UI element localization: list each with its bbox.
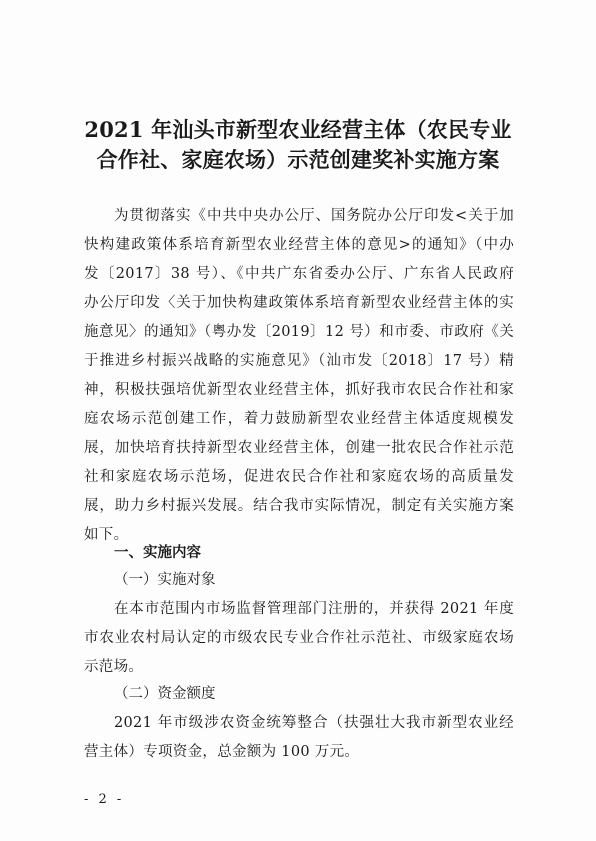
intro-line: 社和家庭农场示范场，促进农民合作社和家庭农场的高质量发	[84, 469, 514, 485]
section-heading: 一、实施内容	[114, 545, 201, 561]
document-title-line-2: 合作社、家庭农场）示范创建奖补实施方案	[96, 147, 500, 172]
subsection-heading: （一）实施对象	[114, 572, 216, 588]
intro-line: 于推进乡村振兴战略的实施意见》（汕市发〔2018〕17 号）精	[84, 353, 514, 369]
intro-line: 发〔2017〕38 号）、《中共广东省委办公厅、广东省人民政府	[84, 266, 514, 282]
intro-line: 快构建政策体系培育新型农业经营主体的意见>的通知》（中办	[84, 237, 514, 253]
paragraph-line: 在本市范围内市场监督管理部门注册的，并获得 2021 年度	[114, 601, 514, 617]
intro-line: 办公厅印发〈关于加快构建政策体系培育新型农业经营主体的实	[84, 295, 514, 311]
paragraph-line: 2021 年市级涉农资金统筹整合（扶强壮大我市新型农业经	[114, 715, 514, 731]
subsection-heading: （二）资金额度	[114, 686, 216, 702]
intro-line: 展，加快培育扶持新型农业经营主体，创建一批农民合作社示范	[84, 440, 514, 456]
paragraph-line: 示范场。	[84, 659, 144, 675]
intro-line: 如下。	[84, 527, 129, 543]
intro-line: 神，积极扶强培优新型农业经营主体，抓好我市农民合作社和家	[84, 382, 514, 398]
intro-line: 为贯彻落实《中共中央办公厅、国务院办公厅印发<关于加	[114, 208, 514, 224]
page-number: - 2 -	[84, 792, 125, 807]
paragraph-line: 营主体）专项资金，总金额为 100 万元。	[84, 744, 360, 760]
intro-line: 展，助力乡村振兴发展。结合我市实际情况，制定有关实施方案	[84, 498, 514, 514]
intro-line: 施意见〉的通知》（粤办发〔2019〕12 号）和市委、市政府《关	[84, 324, 514, 340]
document-title-line-1: 2021 年汕头市新型农业经营主体（农民专业	[84, 117, 512, 142]
intro-line: 庭农场示范创建工作，着力鼓励新型农业经营主体适度规模发	[84, 411, 514, 427]
paragraph-line: 市农业农村局认定的市级农民专业合作社示范社、市级家庭农场	[84, 630, 514, 646]
